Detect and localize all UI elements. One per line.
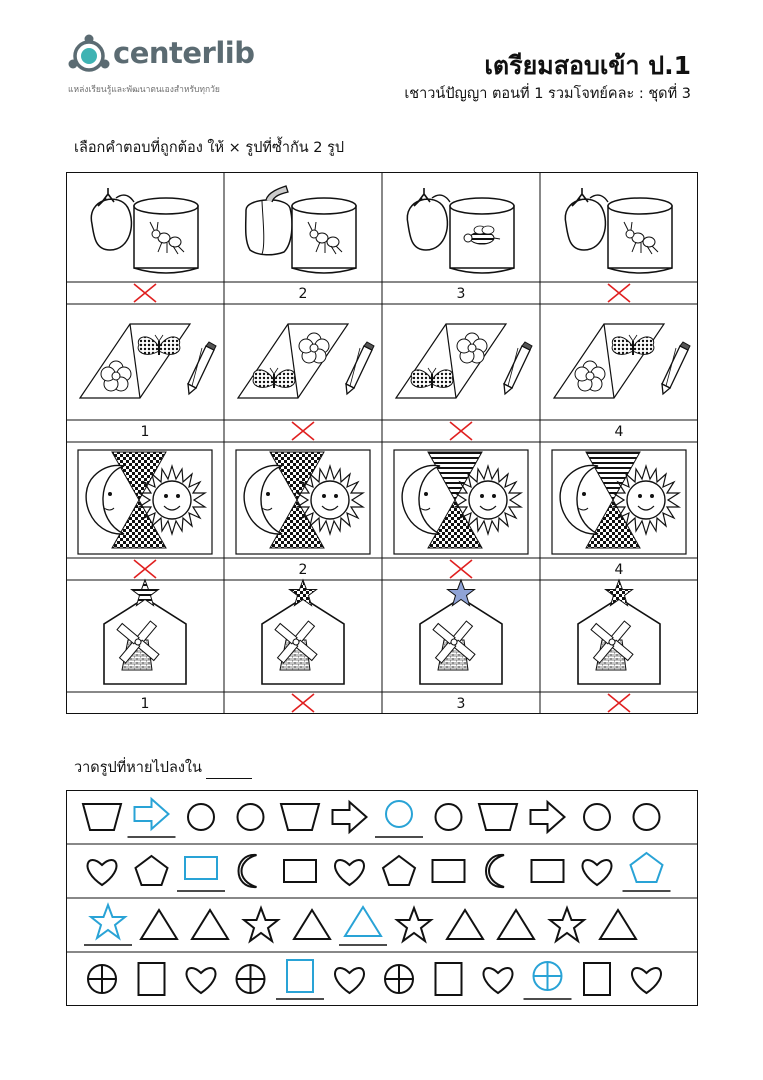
heart-icon: [187, 968, 216, 993]
cross-circle-icon: [237, 965, 265, 993]
q1-row1-choice4-picture[interactable]: [565, 188, 672, 273]
q1-row4-choice1-picture[interactable]: [104, 580, 186, 684]
answer-triangle-icon[interactable]: [345, 907, 381, 936]
heart-icon: [335, 860, 364, 885]
q1-row2-choice4-picture[interactable]: [554, 324, 690, 398]
triangle-icon: [294, 910, 330, 939]
q1-row1-choice2-picture[interactable]: [246, 186, 356, 273]
q1-row2-choice1-picture[interactable]: [80, 324, 216, 398]
centerlib-logo: [66, 32, 286, 98]
circle-icon: [634, 804, 660, 830]
blank-line-sample: [206, 766, 252, 779]
heart-icon: [583, 860, 612, 885]
trapezoid-icon: [281, 804, 319, 830]
square-icon: [436, 963, 462, 995]
q1-row3-choice4-picture[interactable]: [552, 450, 686, 554]
q1-row3-choice1-picture[interactable]: [78, 450, 212, 554]
rect-icon: [433, 860, 465, 882]
answer-number[interactable]: 1: [140, 696, 150, 712]
moon-icon: [486, 855, 504, 887]
pentagon-icon: [383, 856, 415, 885]
answer-cross-mark[interactable]: [450, 422, 472, 440]
question1-grid: [66, 172, 698, 714]
question2-instruction: [74, 756, 252, 779]
star-icon: [244, 908, 278, 941]
circle-icon: [188, 804, 214, 830]
q1-row4-choice4-picture[interactable]: [578, 580, 660, 684]
triangle-icon: [192, 910, 228, 939]
heart-icon: [484, 968, 513, 993]
q1-row3-choice2-picture[interactable]: [236, 450, 370, 554]
star-icon: [397, 908, 431, 941]
answer-cross-mark[interactable]: [134, 560, 156, 578]
answer-circle-icon[interactable]: [386, 801, 412, 827]
heart-icon: [632, 968, 661, 993]
heart-icon: [335, 968, 364, 993]
answer-number[interactable]: 2: [298, 562, 308, 578]
answer-cross-mark[interactable]: [608, 694, 630, 712]
trapezoid-icon: [83, 804, 121, 830]
triangle-icon: [141, 910, 177, 939]
arrow-icon: [531, 802, 565, 832]
moon-icon: [239, 855, 257, 887]
rect-icon: [284, 860, 316, 882]
answer-cross-mark[interactable]: [450, 560, 472, 578]
question1-instruction: เลือกคำตอบที่ถูกต้อง ให้ × รูปที่ซ้ำกัน 2 รูป: [74, 140, 345, 156]
circle-icon: [238, 804, 264, 830]
logo-tagline: แหล่งเรียนรู้และพัฒนาตนเองสำหรับทุกวัย: [68, 85, 220, 95]
triangle-icon: [447, 910, 483, 939]
answer-arrow-icon[interactable]: [135, 799, 169, 829]
q1-row4-choice3-picture[interactable]: [420, 580, 502, 684]
answer-number[interactable]: 4: [614, 424, 624, 440]
answer-cross-mark[interactable]: [292, 694, 314, 712]
answer-rect-icon[interactable]: [185, 857, 217, 879]
answer-star-icon[interactable]: [91, 905, 125, 938]
question2-grid: [66, 790, 698, 1006]
answer-number[interactable]: 4: [614, 562, 624, 578]
square-icon: [584, 963, 610, 995]
triangle-icon: [498, 910, 534, 939]
heart-icon: [88, 860, 117, 885]
q1-row1-choice1-picture[interactable]: [91, 188, 198, 273]
answer-number[interactable]: 2: [298, 286, 308, 302]
page-title: เตรียมสอบเข้า ป.1: [484, 51, 691, 80]
answer-cross-mark[interactable]: [292, 422, 314, 440]
circle-icon: [436, 804, 462, 830]
square-icon: [139, 963, 165, 995]
arrow-icon: [333, 802, 367, 832]
logo-text: centerlib: [113, 36, 255, 70]
page-subtitle: เชาวน์ปัญญา ตอนที่ 1 รวมโจทย์คละ : ชุดที่ 3: [404, 86, 691, 102]
trapezoid-icon: [479, 804, 517, 830]
question2-instruction-text: วาดรูปที่หายไปลงใน: [74, 760, 202, 776]
triangle-icon: [600, 910, 636, 939]
q1-row2-choice3-picture[interactable]: [396, 324, 532, 398]
logo-mark-icon: [66, 32, 112, 78]
circle-icon: [584, 804, 610, 830]
q1-row3-choice3-picture[interactable]: [394, 450, 528, 554]
pentagon-icon: [136, 856, 168, 885]
answer-pentagon-icon[interactable]: [631, 853, 663, 882]
answer-number[interactable]: 1: [140, 424, 150, 440]
q1-row2-choice2-picture[interactable]: [238, 324, 374, 398]
rect-icon: [532, 860, 564, 882]
answer-cross-circle-icon[interactable]: [534, 962, 562, 990]
star-icon: [550, 908, 584, 941]
answer-number[interactable]: 3: [456, 696, 466, 712]
cross-circle-icon: [385, 965, 413, 993]
answer-cross-mark[interactable]: [608, 284, 630, 302]
q1-row4-choice2-picture[interactable]: [262, 580, 344, 684]
cross-circle-icon: [88, 965, 116, 993]
answer-number[interactable]: 3: [456, 286, 466, 302]
answer-square-icon[interactable]: [287, 960, 313, 992]
q1-row1-choice3-picture[interactable]: [407, 188, 514, 273]
answer-cross-mark[interactable]: [134, 284, 156, 302]
